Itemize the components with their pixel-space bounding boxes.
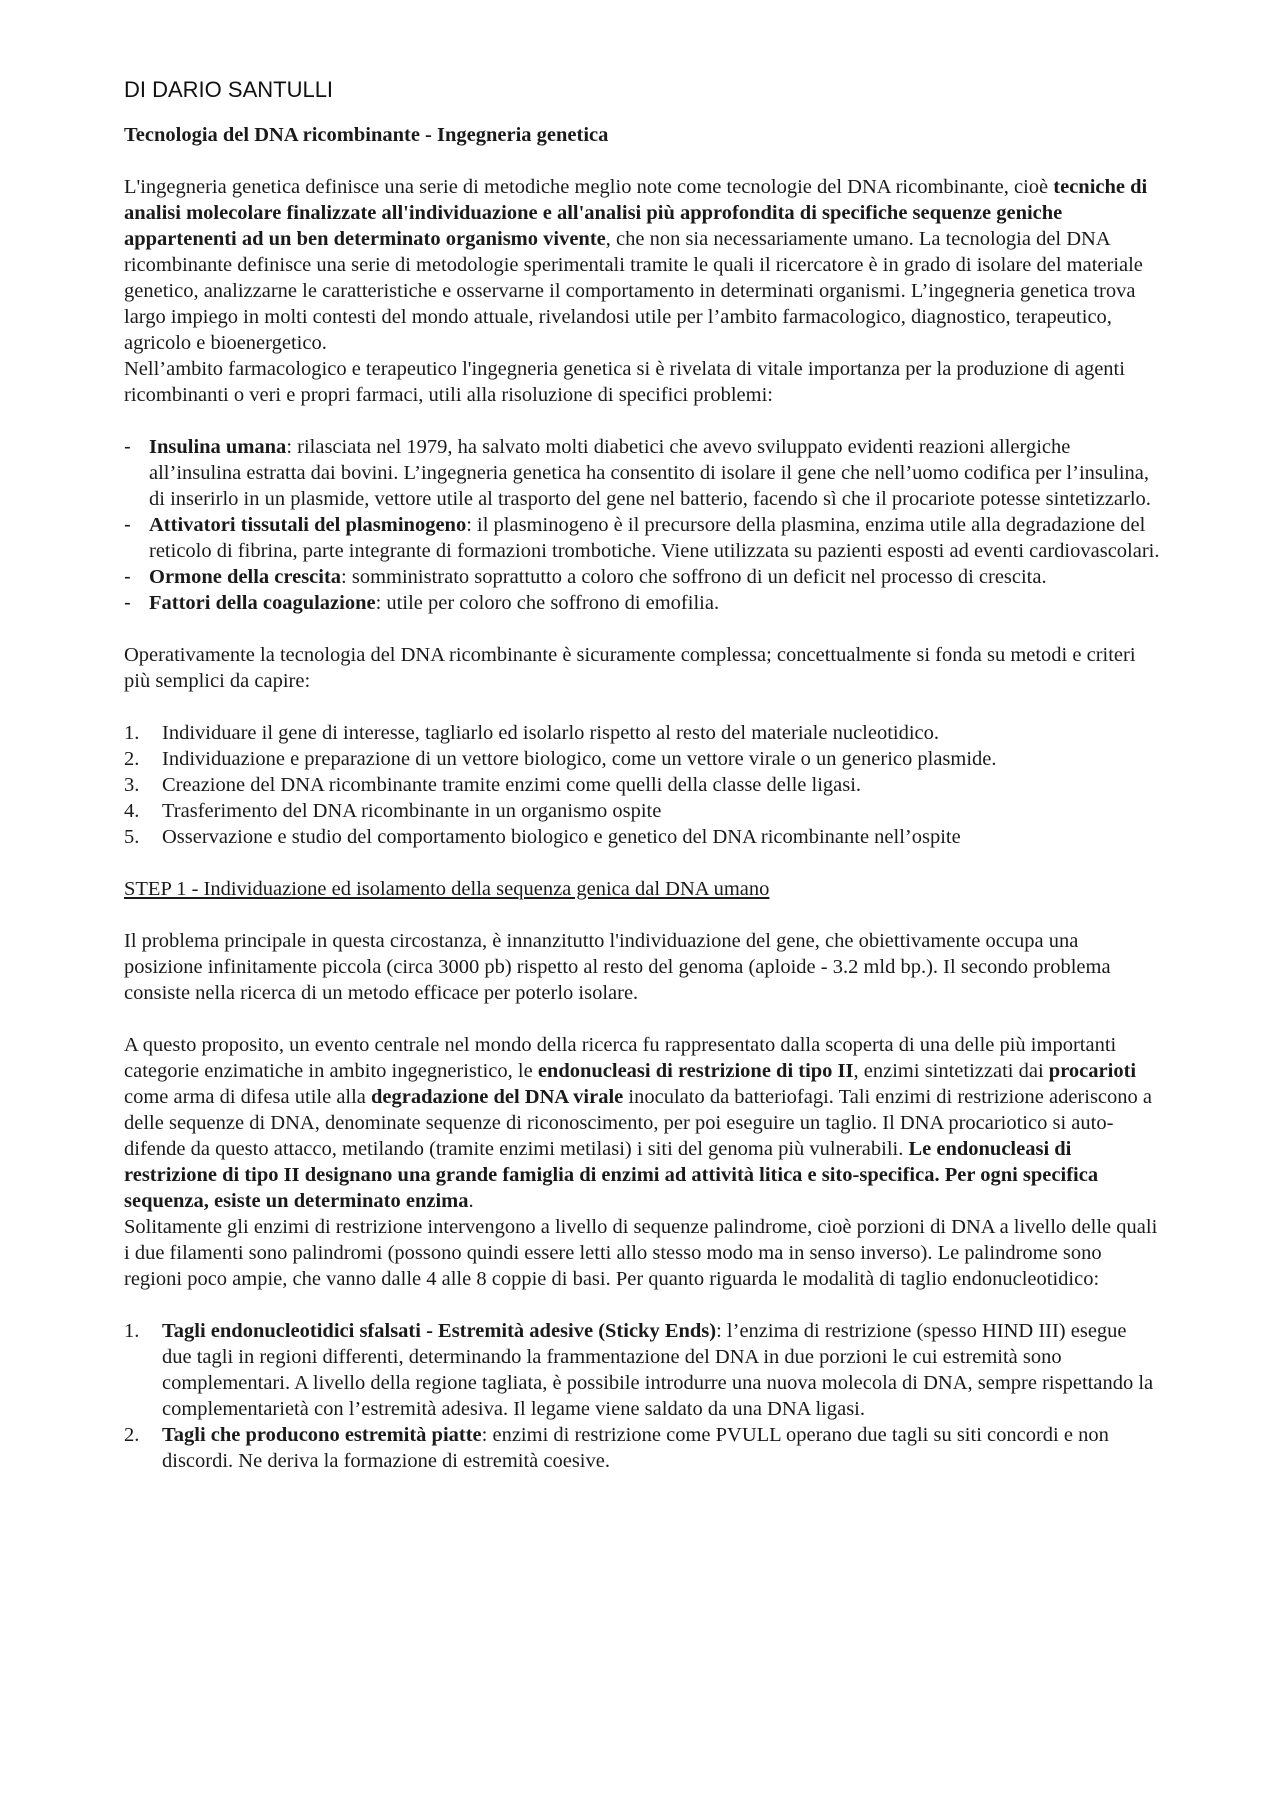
paragraph-text: come arma di difesa utile alla — [124, 1086, 372, 1108]
bullet-dash: - — [124, 565, 131, 588]
author-line: DI DARIO SANTULLI — [124, 77, 334, 102]
list-item — [124, 824, 1160, 850]
bold-text: endonucleasi di restrizione di tipo II — [537, 1060, 854, 1082]
list-item — [124, 798, 1160, 824]
item-text: Individuare il gene di interesse, tagliarlo ed isolarlo rispetto al resto del materiale nucleotidico. — [162, 722, 940, 744]
list-item — [124, 512, 1160, 564]
list-number: 1. — [124, 722, 140, 744]
list-item — [124, 1422, 1160, 1474]
document-page — [124, 76, 1160, 1474]
operational-paragraph: Operativamente la tecnologia del DNA ricombinante è sicuramente complessa; concettualmente si fonda su metodi e criteri più semplici da capire: — [124, 644, 1136, 692]
item-text: : somministrato soprattutto a coloro che soffrono di un deficit nel processo di crescita. — [341, 566, 1047, 588]
item-term: Tagli che producono estremità piatte — [162, 1424, 482, 1446]
section-heading: STEP 1 - Individuazione ed isolamento della sequenza genica dal DNA umano — [124, 878, 770, 900]
item-term: Attivatori tissutali del plasminogeno — [149, 514, 467, 536]
item-text: : enzimi di restrizione come PVULL operano due tagli su siti concordi e non discordi. Ne deriva la formazione di estremità coesive. — [162, 1424, 1109, 1472]
bullet-dash: - — [124, 591, 131, 614]
list-number: 2. — [124, 748, 140, 770]
list-item — [124, 564, 1160, 590]
intro-text: , che non sia necessariamente umano. La tecnologia del DNA ricombinante definisce una serie di metodologie sperimentali tramite le quali il ricercatore è in grado di isolare del materiale genetico, analizzarne le caratteristiche e osservarne il comportamento in determinati organismi. L’ingegneria genetica trova largo impiego in molti contesti del mondo attuale, rivelandosi utile per l’ambito farmacologico, diagnostico, terapeutico, agricolo e bioenergetico. — [124, 228, 1143, 354]
item-term: Insulina umana — [149, 436, 287, 458]
item-text: Creazione del DNA ricombinante tramite enzimi come quelli della classe delle ligasi. — [162, 774, 862, 796]
enzymes-paragraph — [124, 1032, 1160, 1214]
bold-text: procarioti — [1048, 1060, 1137, 1082]
bullet-dash: - — [124, 435, 131, 458]
palindrome-paragraph: Solitamente gli enzimi di restrizione intervengono a livello di sequenze palindrome, cioè porzioni di DNA a livello delle quali i due filamenti sono palindromi (possono quindi essere letti allo stesso modo ma in senso inverso). Le palindrome sono regioni poco ampie, che vanno dalle 4 alle 8 coppie di basi. Per quanto riguarda le modalità di taglio endonucleotidico: — [124, 1216, 1158, 1290]
pharma-paragraph: Nell’ambito farmacologico e terapeutico l'ingegneria genetica si è rivelata di vitale importanza per la produzione di agenti ricombinanti o veri e propri farmaci, utili alla risoluzione di specifici problemi: — [124, 358, 1125, 406]
list-item — [124, 590, 1160, 616]
applications-list — [124, 434, 1160, 616]
item-text: : rilasciata nel 1979, ha salvato molti diabetici che avevo sviluppato evidenti reazioni allergiche all’insulina estratta dai bovini. L’ingegneria genetica ha consentito di isolare il gene che nell’uomo codifica per l’insulina, di inserirlo in un plasmide, vettore utile al trasporto del gene nel batterio, facendo sì che il procariote potesse sintetizzarlo. — [149, 436, 1151, 510]
item-text: Osservazione e studio del comportamento biologico e genetico del DNA ricombinante nell’ospite — [162, 826, 961, 848]
paragraph-text: inoculato da batteriofagi. Tali enzimi di restrizione aderiscono a delle sequenze di DNA, denominate sequenze di riconoscimento, per poi eseguire un taglio. Il DNA procariotico si auto-difende da questo attacco, metilando (tramite enzimi metilasi) i siti del genoma più vulnerabili. — [124, 1086, 1152, 1160]
steps-list — [124, 720, 1160, 850]
cuts-list — [124, 1318, 1160, 1474]
list-number: 2. — [124, 1424, 140, 1446]
paragraph-text: . — [468, 1190, 474, 1212]
item-text: : l’enzima di restrizione (spesso HIND III) esegue due tagli in regioni differenti, determinando la frammentazione del DNA in due porzioni le cui estremità sono complementari. A livello della regione tagliata, è possibile introdurre una nuova molecola di DNA, sempre rispettando la complementarietà con l’estremità adesiva. Il legame viene saldato da una DNA ligasi. — [162, 1320, 1154, 1420]
list-item — [124, 720, 1160, 746]
item-text: Individuazione e preparazione di un vettore biologico, come un vettore virale o un generico plasmide. — [162, 748, 997, 770]
step1-paragraph: Il problema principale in questa circostanza, è innanzitutto l'individuazione del gene, che obiettivamente occupa una posizione infinitamente piccola (circa 3000 pb) rispetto al resto del genoma (aploide - 3.2 mld bp.). Il secondo problema consiste nella ricerca di un metodo efficace per poterlo isolare. — [124, 930, 1111, 1004]
item-text: Trasferimento del DNA ricombinante in un organismo ospite — [162, 800, 662, 822]
intro-bold: tecniche di analisi molecolare finalizzate all'individuazione e all'analisi più approfondita di specifiche sequenze geniche appartenenti ad un ben determinato organismo vivente — [124, 176, 1148, 250]
list-item — [124, 434, 1160, 512]
bullet-dash: - — [124, 513, 131, 536]
paragraph-text: A questo proposito, un evento centrale nel mondo della ricerca fu rappresentato dalla scoperta di una delle più importanti categorie enzimatiche in ambito ingegneristico, le — [124, 1034, 1117, 1082]
item-term: Ormone della crescita — [149, 566, 342, 588]
item-text: : il plasminogeno è il precursore della plasmina, enzima utile alla degradazione del reticolo di fibrina, parte integrante di formazioni trombotiche. Viene utilizzata su pazienti esposti ad eventi cardiovascolari. — [149, 514, 1160, 562]
intro-text: L'ingegneria genetica definisce una serie di metodiche meglio note come tecnologie del DNA ricombinante, cioè — [124, 176, 1054, 198]
paragraph-text: , enzimi sintetizzati dai — [853, 1060, 1049, 1082]
item-term: Tagli endonucleotidici sfalsati - Estremità adesive (Sticky Ends) — [162, 1320, 717, 1342]
list-item — [124, 1318, 1160, 1422]
list-item — [124, 772, 1160, 798]
list-number: 3. — [124, 774, 140, 796]
list-number: 1. — [124, 1320, 140, 1342]
list-number: 5. — [124, 826, 140, 848]
item-term: Fattori della coagulazione — [149, 592, 376, 614]
item-text: : utile per coloro che soffrono di emofilia. — [375, 592, 720, 614]
document-title: Tecnologia del DNA ricombinante - Ingegneria genetica — [124, 124, 609, 146]
list-item — [124, 746, 1160, 772]
bold-text: degradazione del DNA virale — [371, 1086, 624, 1108]
list-number: 4. — [124, 800, 140, 822]
bold-text: Le endonucleasi di restrizione di tipo II designano una grande famiglia di enzimi ad attività litica e sito-specifica. Per ogni specifica sequenza, esiste un determinato enzima — [124, 1138, 1099, 1212]
intro-paragraph — [124, 174, 1160, 356]
